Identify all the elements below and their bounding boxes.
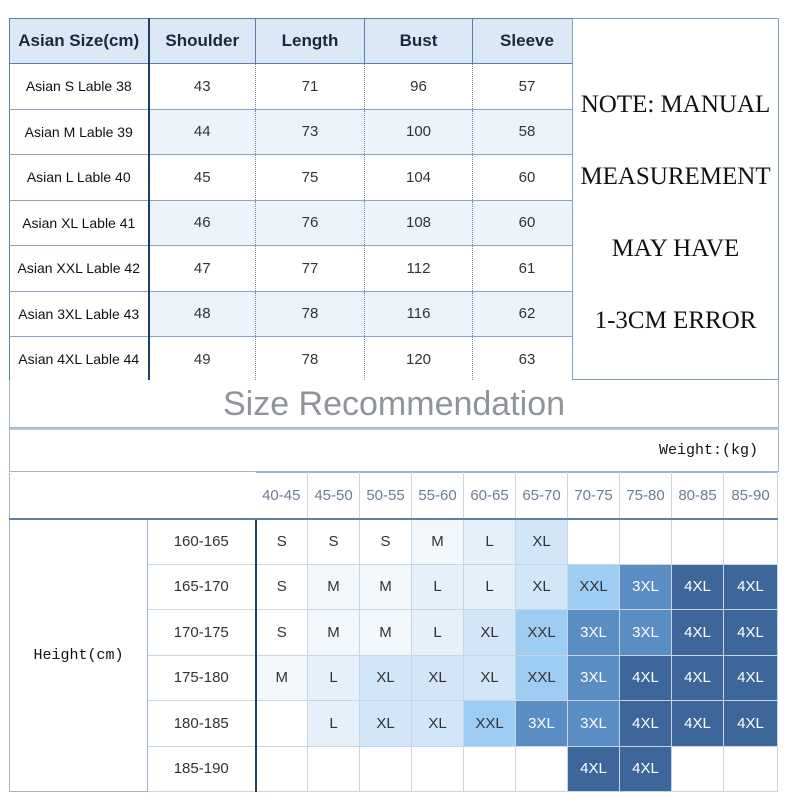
measurement-note: [572, 18, 779, 380]
header-sleeve: Sleeve: [473, 19, 582, 64]
recommended-size-cell: 4XL: [620, 655, 672, 701]
recommended-size-cell: S: [256, 519, 308, 565]
recommended-size-cell: L: [464, 519, 516, 565]
header-asian-size: Asian Size(cm): [10, 19, 149, 64]
table-row: [10, 155, 582, 201]
recommended-size-cell: L: [412, 564, 464, 610]
height-range-cell: 160-165: [148, 519, 256, 565]
recommended-size-cell: 3XL: [516, 701, 568, 747]
height-range-cell: 165-170: [148, 564, 256, 610]
recommended-size-cell: [724, 746, 778, 792]
table-row: [10, 64, 582, 110]
measurement-cell: 75: [256, 155, 365, 201]
measurement-cell: 57: [473, 64, 582, 110]
header-bust: Bust: [365, 19, 473, 64]
recommended-size-cell: 4XL: [672, 655, 724, 701]
size-recommendation-table: [9, 472, 778, 792]
size-chart-header-row: [10, 19, 582, 64]
recommended-size-cell: 4XL: [724, 564, 778, 610]
measurement-cell: 96: [365, 64, 473, 110]
weight-range-cell: 80-85: [672, 473, 724, 519]
weight-range-cell: 40-45: [256, 473, 308, 519]
recommended-size-cell: M: [308, 610, 360, 656]
table-row: [10, 519, 778, 565]
recommended-size-cell: L: [464, 564, 516, 610]
recommended-size-cell: XL: [360, 655, 412, 701]
measurement-cell: 46: [149, 200, 256, 246]
weight-range-cell: 70-75: [568, 473, 620, 519]
recommended-size-cell: M: [412, 519, 464, 565]
height-range-cell: 185-190: [148, 746, 256, 792]
recommended-size-cell: [256, 701, 308, 747]
measurement-cell: 78: [256, 291, 365, 337]
size-label-cell: Asian L Lable 40: [10, 155, 149, 201]
recommended-size-cell: XXL: [516, 610, 568, 656]
weight-range-cell: 45-50: [308, 473, 360, 519]
recommended-size-cell: [568, 519, 620, 565]
measurement-cell: 104: [365, 155, 473, 201]
recommended-size-cell: [412, 746, 464, 792]
table-row: [10, 200, 582, 246]
weight-range-cell: 55-60: [412, 473, 464, 519]
note-line: MAY HAVE: [611, 235, 740, 262]
measurement-cell: 47: [149, 246, 256, 292]
blank-corner-cell: [10, 473, 256, 519]
weight-range-cell: 65-70: [516, 473, 568, 519]
size-label-cell: Asian XXL Lable 42: [10, 246, 149, 292]
measurement-cell: 60: [473, 200, 582, 246]
recommended-size-cell: 3XL: [620, 564, 672, 610]
recommended-size-cell: XXL: [568, 564, 620, 610]
recommended-size-cell: [724, 519, 778, 565]
recommended-size-cell: [464, 746, 516, 792]
size-label-cell: Asian 3XL Lable 43: [10, 291, 149, 337]
recommended-size-cell: [256, 746, 308, 792]
weight-label: Weight:(kg): [658, 442, 758, 459]
measurement-cell: 44: [149, 109, 256, 155]
recommended-size-cell: S: [256, 564, 308, 610]
recommended-size-cell: M: [360, 610, 412, 656]
recommended-size-cell: S: [256, 610, 308, 656]
measurement-cell: 48: [149, 291, 256, 337]
note-line: NOTE: MANUAL: [580, 91, 771, 118]
measurement-cell: 45: [149, 155, 256, 201]
height-range-cell: 175-180: [148, 655, 256, 701]
size-label-cell: Asian 4XL Lable 44: [10, 337, 149, 383]
measurement-cell: 49: [149, 337, 256, 383]
recommended-size-cell: XL: [516, 519, 568, 565]
size-label-cell: Asian S Lable 38: [10, 64, 149, 110]
recommended-size-cell: L: [412, 610, 464, 656]
recommended-size-cell: 3XL: [568, 701, 620, 747]
recommended-size-cell: XXL: [516, 655, 568, 701]
recommended-size-cell: L: [308, 655, 360, 701]
note-line: 1-3CM ERROR: [594, 307, 757, 334]
recommended-size-cell: [308, 746, 360, 792]
height-range-cell: 180-185: [148, 701, 256, 747]
recommended-size-cell: L: [308, 701, 360, 747]
table-row: [10, 291, 582, 337]
recommended-size-cell: M: [256, 655, 308, 701]
measurement-cell: 116: [365, 291, 473, 337]
recommended-size-cell: 4XL: [724, 610, 778, 656]
recommended-size-cell: [620, 519, 672, 565]
recommended-size-cell: 4XL: [568, 746, 620, 792]
table-row: [10, 337, 582, 383]
measurement-cell: 58: [473, 109, 582, 155]
header-length: Length: [256, 19, 365, 64]
recommended-size-cell: [672, 519, 724, 565]
recommended-size-cell: 4XL: [620, 701, 672, 747]
recommended-size-cell: [360, 746, 412, 792]
size-recommendation-title: Size Recommendation: [9, 380, 779, 428]
measurement-cell: 71: [256, 64, 365, 110]
measurement-cell: 112: [365, 246, 473, 292]
height-range-cell: 170-175: [148, 610, 256, 656]
measurement-cell: 61: [473, 246, 582, 292]
measurement-cell: 77: [256, 246, 365, 292]
recommended-size-cell: 4XL: [672, 610, 724, 656]
weight-range-row: [10, 473, 778, 519]
recommended-size-cell: [516, 746, 568, 792]
measurement-cell: 108: [365, 200, 473, 246]
recommended-size-cell: 4XL: [724, 701, 778, 747]
measurement-cell: 62: [473, 291, 582, 337]
measurement-cell: 60: [473, 155, 582, 201]
recommended-size-cell: 4XL: [672, 701, 724, 747]
measurement-cell: 63: [473, 337, 582, 383]
measurement-cell: 120: [365, 337, 473, 383]
size-chart-table: [9, 18, 582, 383]
weight-range-cell: 75-80: [620, 473, 672, 519]
recommended-size-cell: 4XL: [724, 655, 778, 701]
measurement-cell: 73: [256, 109, 365, 155]
recommended-size-cell: [672, 746, 724, 792]
weight-range-cell: 85-90: [724, 473, 778, 519]
recommended-size-cell: M: [360, 564, 412, 610]
weight-header-row: [9, 428, 779, 472]
recommended-size-cell: 3XL: [620, 610, 672, 656]
recommended-size-cell: XL: [360, 701, 412, 747]
recommended-size-cell: 4XL: [620, 746, 672, 792]
table-row: [10, 109, 582, 155]
table-row: [10, 246, 582, 292]
recommended-size-cell: 3XL: [568, 610, 620, 656]
recommended-size-cell: XL: [412, 701, 464, 747]
recommended-size-cell: XL: [516, 564, 568, 610]
recommended-size-cell: XL: [412, 655, 464, 701]
measurement-cell: 100: [365, 109, 473, 155]
size-label-cell: Asian M Lable 39: [10, 109, 149, 155]
recommended-size-cell: 4XL: [672, 564, 724, 610]
weight-range-cell: 60-65: [464, 473, 516, 519]
note-line: MEASUREMENT: [580, 163, 771, 190]
measurement-cell: 78: [256, 337, 365, 383]
recommended-size-cell: XL: [464, 610, 516, 656]
measurement-cell: 76: [256, 200, 365, 246]
recommended-size-cell: XL: [464, 655, 516, 701]
recommended-size-cell: 3XL: [568, 655, 620, 701]
recommended-size-cell: S: [360, 519, 412, 565]
recommended-size-cell: S: [308, 519, 360, 565]
header-shoulder: Shoulder: [149, 19, 256, 64]
recommended-size-cell: M: [308, 564, 360, 610]
height-label: Height(cm): [10, 519, 148, 792]
recommended-size-cell: XXL: [464, 701, 516, 747]
weight-range-cell: 50-55: [360, 473, 412, 519]
size-label-cell: Asian XL Lable 41: [10, 200, 149, 246]
measurement-cell: 43: [149, 64, 256, 110]
